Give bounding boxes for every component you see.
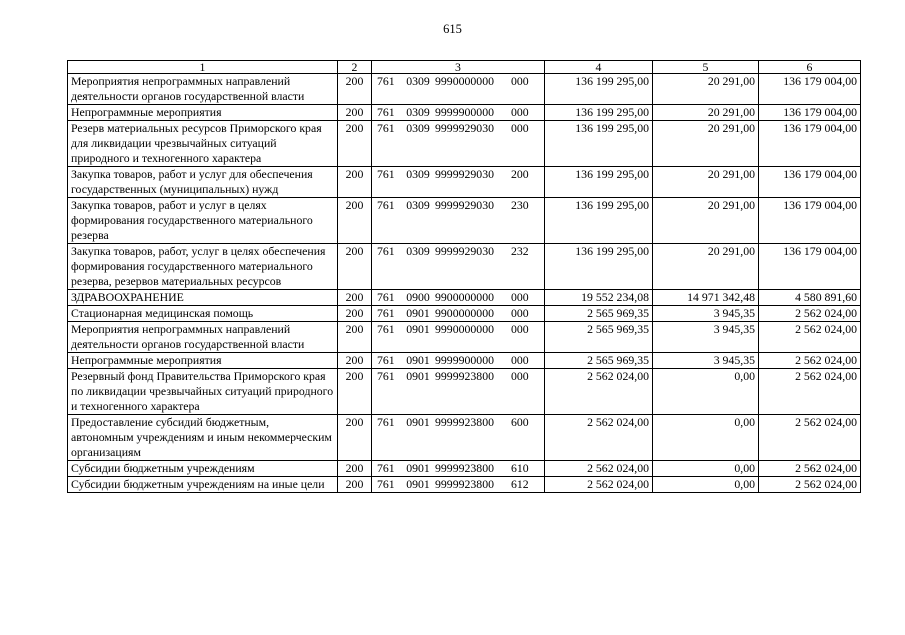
row-name: ЗДРАВООХРАНЕНИЕ: [68, 290, 338, 306]
row-amount-c4: 136 199 295,00: [545, 121, 653, 167]
row-amount-c4: 136 199 295,00: [545, 198, 653, 244]
row-amount-c5: 3 945,35: [653, 353, 759, 369]
row-amount-c5: 20 291,00: [653, 74, 759, 105]
budget-table: [67, 60, 861, 493]
table-row: [68, 290, 861, 306]
code-expense-type: 610: [511, 461, 529, 475]
code-section: 0900: [406, 290, 430, 304]
row-amount-c5: 20 291,00: [653, 121, 759, 167]
row-code-c2: 200: [338, 198, 372, 244]
code-target-article: 9900000000: [435, 290, 494, 304]
column-header: 4: [545, 61, 653, 74]
row-classification-code: [372, 74, 545, 105]
code-expense-type: 000: [511, 74, 529, 88]
row-amount-c6: 2 562 024,00: [759, 477, 861, 493]
page-number: 615: [443, 22, 462, 36]
row-name: Мероприятия непрограммных направлений деятельности органов государственной власти: [68, 74, 338, 105]
code-target-article: 9999923800: [435, 415, 494, 429]
column-header: 2: [338, 61, 372, 74]
code-target-article: 9990000000: [435, 74, 494, 88]
row-amount-c5: 0,00: [653, 415, 759, 461]
code-section: 0309: [406, 198, 430, 212]
code-target-article: 9990000000: [435, 322, 494, 336]
row-amount-c6: 2 562 024,00: [759, 353, 861, 369]
table-row: [68, 477, 861, 493]
row-amount-c5: 0,00: [653, 461, 759, 477]
code-expense-type: 000: [511, 353, 529, 367]
row-name: Закупка товаров, работ, услуг в целях обеспечения формирования государственного материального резерва, резервов материальных ресурсов: [68, 244, 338, 290]
code-section: 0309: [406, 121, 430, 135]
column-header: 6: [759, 61, 861, 74]
row-code-c2: 200: [338, 415, 372, 461]
row-code-c2: 200: [338, 369, 372, 415]
code-target-article: 9999923800: [435, 477, 494, 491]
row-classification-code: [372, 477, 545, 493]
row-code-c2: 200: [338, 306, 372, 322]
code-grbs: 761: [377, 74, 395, 88]
code-grbs: 761: [377, 167, 395, 181]
header-row: [68, 61, 861, 74]
table-row: [68, 198, 861, 244]
row-name: Непрограммные мероприятия: [68, 353, 338, 369]
row-amount-c5: 20 291,00: [653, 105, 759, 121]
table-row: [68, 105, 861, 121]
row-name: Резерв материальных ресурсов Приморского края для ликвидации чрезвычайных ситуаций природного и техногенного характера: [68, 121, 338, 167]
row-classification-code: [372, 306, 545, 322]
code-expense-type: 000: [511, 290, 529, 304]
row-amount-c4: 136 199 295,00: [545, 105, 653, 121]
table-row: [68, 167, 861, 198]
row-amount-c5: 3 945,35: [653, 322, 759, 353]
row-name: Мероприятия непрограммных направлений деятельности органов государственной власти: [68, 322, 338, 353]
row-amount-c4: 2 565 969,35: [545, 306, 653, 322]
code-grbs: 761: [377, 322, 395, 336]
row-amount-c4: 19 552 234,08: [545, 290, 653, 306]
code-expense-type: 600: [511, 415, 529, 429]
row-amount-c6: 2 562 024,00: [759, 306, 861, 322]
row-amount-c5: 3 945,35: [653, 306, 759, 322]
code-grbs: 761: [377, 306, 395, 320]
code-section: 0901: [406, 415, 430, 429]
row-code-c2: 200: [338, 74, 372, 105]
code-target-article: 9999900000: [435, 105, 494, 119]
row-name: Закупка товаров, работ и услуг для обеспечения государственных (муниципальных) нужд: [68, 167, 338, 198]
code-grbs: 761: [377, 244, 395, 258]
code-expense-type: 000: [511, 306, 529, 320]
row-classification-code: [372, 167, 545, 198]
row-amount-c6: 2 562 024,00: [759, 461, 861, 477]
row-amount-c5: 20 291,00: [653, 244, 759, 290]
code-grbs: 761: [377, 461, 395, 475]
row-name: Стационарная медицинская помощь: [68, 306, 338, 322]
row-amount-c6: 2 562 024,00: [759, 322, 861, 353]
table-row: [68, 306, 861, 322]
code-grbs: 761: [377, 415, 395, 429]
row-amount-c4: 136 199 295,00: [545, 74, 653, 105]
code-expense-type: 232: [511, 244, 529, 258]
row-code-c2: 200: [338, 244, 372, 290]
row-classification-code: [372, 198, 545, 244]
table-row: [68, 74, 861, 105]
code-expense-type: 200: [511, 167, 529, 181]
column-header: 5: [653, 61, 759, 74]
table-row: [68, 369, 861, 415]
row-amount-c5: 0,00: [653, 477, 759, 493]
row-name: Субсидии бюджетным учреждениям на иные цели: [68, 477, 338, 493]
row-name: Закупка товаров, работ и услуг в целях формирования государственного материального резерва: [68, 198, 338, 244]
table-row: [68, 244, 861, 290]
code-grbs: 761: [377, 290, 395, 304]
row-name: Предоставление субсидий бюджетным, автономным учреждениям и иным некоммерческим организациям: [68, 415, 338, 461]
row-classification-code: [372, 353, 545, 369]
code-target-article: 9999929030: [435, 244, 494, 258]
row-amount-c6: 136 179 004,00: [759, 121, 861, 167]
row-code-c2: 200: [338, 322, 372, 353]
code-section: 0901: [406, 353, 430, 367]
code-grbs: 761: [377, 477, 395, 491]
column-header: 3: [372, 61, 545, 74]
row-amount-c4: 2 565 969,35: [545, 322, 653, 353]
code-section: 0901: [406, 306, 430, 320]
code-target-article: 9999929030: [435, 167, 494, 181]
code-target-article: 9999923800: [435, 369, 494, 383]
code-expense-type: 000: [511, 322, 529, 336]
row-name: Субсидии бюджетным учреждениям: [68, 461, 338, 477]
code-section: 0309: [406, 74, 430, 88]
row-name: Непрограммные мероприятия: [68, 105, 338, 121]
row-amount-c5: 20 291,00: [653, 167, 759, 198]
row-code-c2: 200: [338, 461, 372, 477]
code-section: 0309: [406, 105, 430, 119]
code-expense-type: 000: [511, 121, 529, 135]
table-row: [68, 322, 861, 353]
code-target-article: 9999929030: [435, 121, 494, 135]
code-section: 0901: [406, 322, 430, 336]
row-classification-code: [372, 369, 545, 415]
row-amount-c6: 4 580 891,60: [759, 290, 861, 306]
code-grbs: 761: [377, 353, 395, 367]
row-classification-code: [372, 105, 545, 121]
code-target-article: 9900000000: [435, 306, 494, 320]
table-row: [68, 415, 861, 461]
row-classification-code: [372, 121, 545, 167]
column-header: 1: [68, 61, 338, 74]
code-expense-type: 612: [511, 477, 529, 491]
row-classification-code: [372, 244, 545, 290]
row-amount-c4: 136 199 295,00: [545, 244, 653, 290]
row-code-c2: 200: [338, 353, 372, 369]
code-expense-type: 230: [511, 198, 529, 212]
row-amount-c4: 2 562 024,00: [545, 477, 653, 493]
row-code-c2: 200: [338, 105, 372, 121]
row-classification-code: [372, 322, 545, 353]
row-name: Резервный фонд Правительства Приморского края по ликвидации чрезвычайных ситуаций природного и техногенного характера: [68, 369, 338, 415]
row-amount-c6: 136 179 004,00: [759, 198, 861, 244]
row-amount-c6: 2 562 024,00: [759, 369, 861, 415]
row-amount-c6: 136 179 004,00: [759, 244, 861, 290]
table-row: [68, 121, 861, 167]
row-amount-c5: 0,00: [653, 369, 759, 415]
code-grbs: 761: [377, 121, 395, 135]
row-amount-c6: 2 562 024,00: [759, 415, 861, 461]
code-grbs: 761: [377, 198, 395, 212]
row-amount-c6: 136 179 004,00: [759, 74, 861, 105]
code-section: 0309: [406, 244, 430, 258]
code-target-article: 9999929030: [435, 198, 494, 212]
row-code-c2: 200: [338, 290, 372, 306]
row-amount-c4: 2 562 024,00: [545, 415, 653, 461]
row-code-c2: 200: [338, 121, 372, 167]
table-row: [68, 353, 861, 369]
table-row: [68, 461, 861, 477]
code-target-article: 9999900000: [435, 353, 494, 367]
code-expense-type: 000: [511, 105, 529, 119]
code-target-article: 9999923800: [435, 461, 494, 475]
code-section: 0901: [406, 369, 430, 383]
row-code-c2: 200: [338, 477, 372, 493]
row-amount-c6: 136 179 004,00: [759, 105, 861, 121]
row-classification-code: [372, 461, 545, 477]
row-amount-c4: 136 199 295,00: [545, 167, 653, 198]
row-amount-c5: 20 291,00: [653, 198, 759, 244]
row-amount-c4: 2 565 969,35: [545, 353, 653, 369]
row-code-c2: 200: [338, 167, 372, 198]
code-section: 0901: [406, 477, 430, 491]
row-amount-c4: 2 562 024,00: [545, 369, 653, 415]
code-grbs: 761: [377, 369, 395, 383]
code-section: 0901: [406, 461, 430, 475]
code-expense-type: 000: [511, 369, 529, 383]
code-section: 0309: [406, 167, 430, 181]
row-amount-c6: 136 179 004,00: [759, 167, 861, 198]
row-amount-c5: 14 971 342,48: [653, 290, 759, 306]
row-classification-code: [372, 415, 545, 461]
code-grbs: 761: [377, 105, 395, 119]
row-amount-c4: 2 562 024,00: [545, 461, 653, 477]
row-classification-code: [372, 290, 545, 306]
